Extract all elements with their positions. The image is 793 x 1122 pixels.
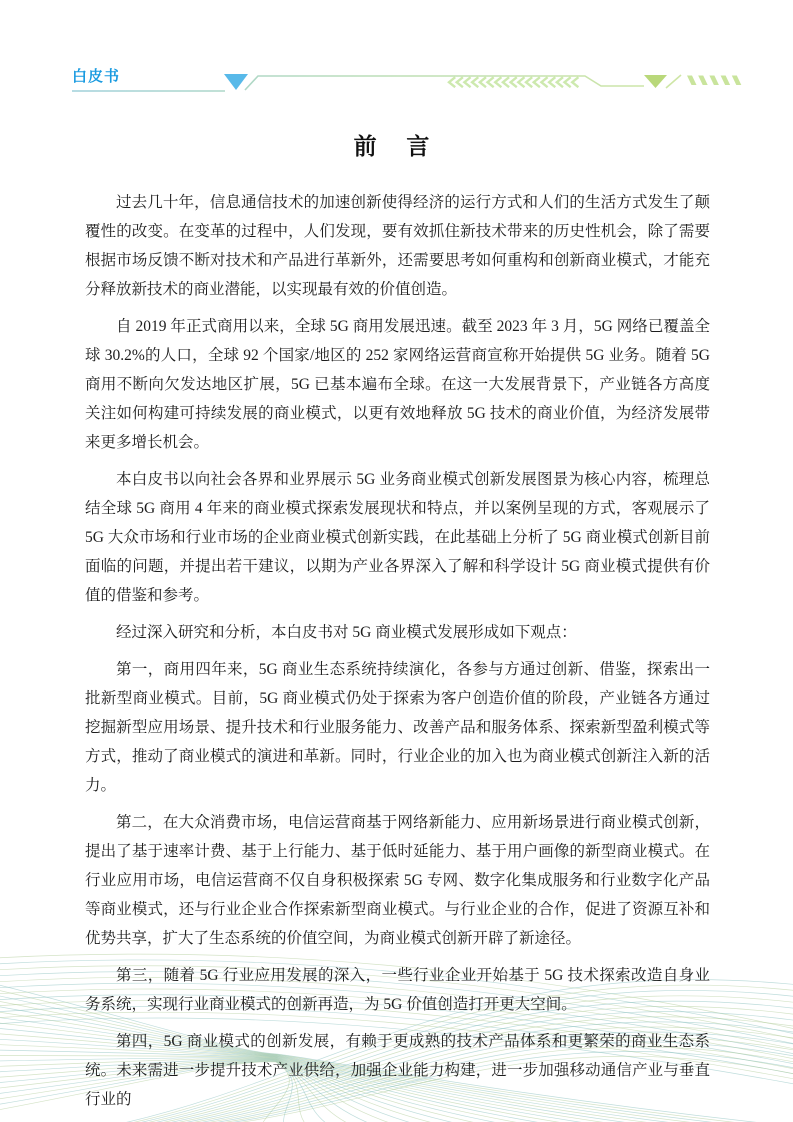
triangle-down-green-icon bbox=[644, 75, 667, 88]
page-title: 前 言 bbox=[353, 134, 442, 159]
paragraph: 第三，随着 5G 行业应用发展的深入，一些行业企业开始基于 5G 技术探索改造自身业务系统，实现行业商业模式的创新再造，为 5G 价值创造打开更大空间。 bbox=[85, 967, 710, 1013]
paragraph: 第二，在大众消费市场，电信运营商基于网络新能力、应用新场景进行商业模式创新，提出了基于速率计费、基于上行能力、基于低时延能力、基于用户画像的新型商业模式。在行业应用市场，电信运营商不仅自身积极探索 5G 专网、数字化集成服务和行业数字化产品等商业模式，还与行业企业合作探索新型商业模式。与行业企业的合作，促进了资源互补和优势共享，扩大了生态系统的价值空间，为商业模式创新开辟了新途径。 bbox=[85, 814, 710, 947]
left-chevrons-icon bbox=[449, 77, 578, 87]
paragraph: 自 2019 年正式商用以来，全球 5G 商用发展迅速。截至 2023 年 3 月，5G 网络已覆盖全球 30.2%的人口，全球 92 个国家/地区的 252 家网络运营商宣称开始提供 5G 业务。随着 5G 商用不断向欠发达地区扩展，5G 已基本遍布全球。在这一大发展背景下，产业链各方高度关注如何构建可持续发展的商业模式，以更有效地释放 5G 技术的商业价值，为经济发展带来更多增长机会。 bbox=[85, 318, 710, 451]
header-decoration bbox=[0, 0, 793, 120]
header-line bbox=[72, 75, 681, 91]
paragraph: 第一，商用四年来，5G 商业生态系统持续演化，各参与方通过创新、借鉴，探索出一批新型商业模式。目前，5G 商业模式仍处于探索为客户创造价值的阶段，产业链各方通过挖掘新型应用场景、提升技术和行业服务能力、改善产品和服务体系、探索新型盈利模式等方式，推动了商业模式的演进和革新。同时，行业企业的加入也为商业模式创新注入新的活力。 bbox=[85, 661, 710, 794]
slash-dashes-icon bbox=[687, 76, 741, 86]
paragraph: 第四，5G 商业模式的创新发展，有赖于更成熟的技术产品体系和更繁荣的商业生态系统。未来需进一步提升技术产业供给，加强企业能力构建，进一步加强移动通信产业与垂直行业的 bbox=[85, 1033, 710, 1108]
paragraph: 本白皮书以向社会各界和业界展示 5G 业务商业模式创新发展图景为核心内容，梳理总结全球 5G 商用 4 年来的商业模式探索发展现状和特点，并以案例呈现的方式，客观展示了 5G 大众市场和行业市场的企业商业模式创新实践，在此基础上分析了 5G 商业模式创新目前面临的问题，并提出若干建议，以期为产业各界深入了解和科学设计 5G 商业模式提供有价值的借鉴和参考。 bbox=[85, 471, 710, 604]
triangle-down-blue-icon bbox=[224, 74, 248, 90]
paragraph: 经过深入研究和分析，本白皮书对 5G 商业模式发展形成如下观点： bbox=[116, 624, 577, 641]
whitepaper-label: 白皮书 bbox=[72, 68, 121, 85]
paragraph: 过去几十年，信息通信技术的加速创新使得经济的运行方式和人们的生活方式发生了颠覆性的改变。在变革的过程中，人们发现，要有效抓住新技术带来的历史性机会，除了需要根据市场反馈不断对技术和产品进行革新外，还需要思考如何重构和创新商业模式，才能充分释放新技术的商业潜能，以实现最有效的价值创造。 bbox=[85, 194, 710, 298]
preface-content bbox=[85, 128, 710, 1122]
